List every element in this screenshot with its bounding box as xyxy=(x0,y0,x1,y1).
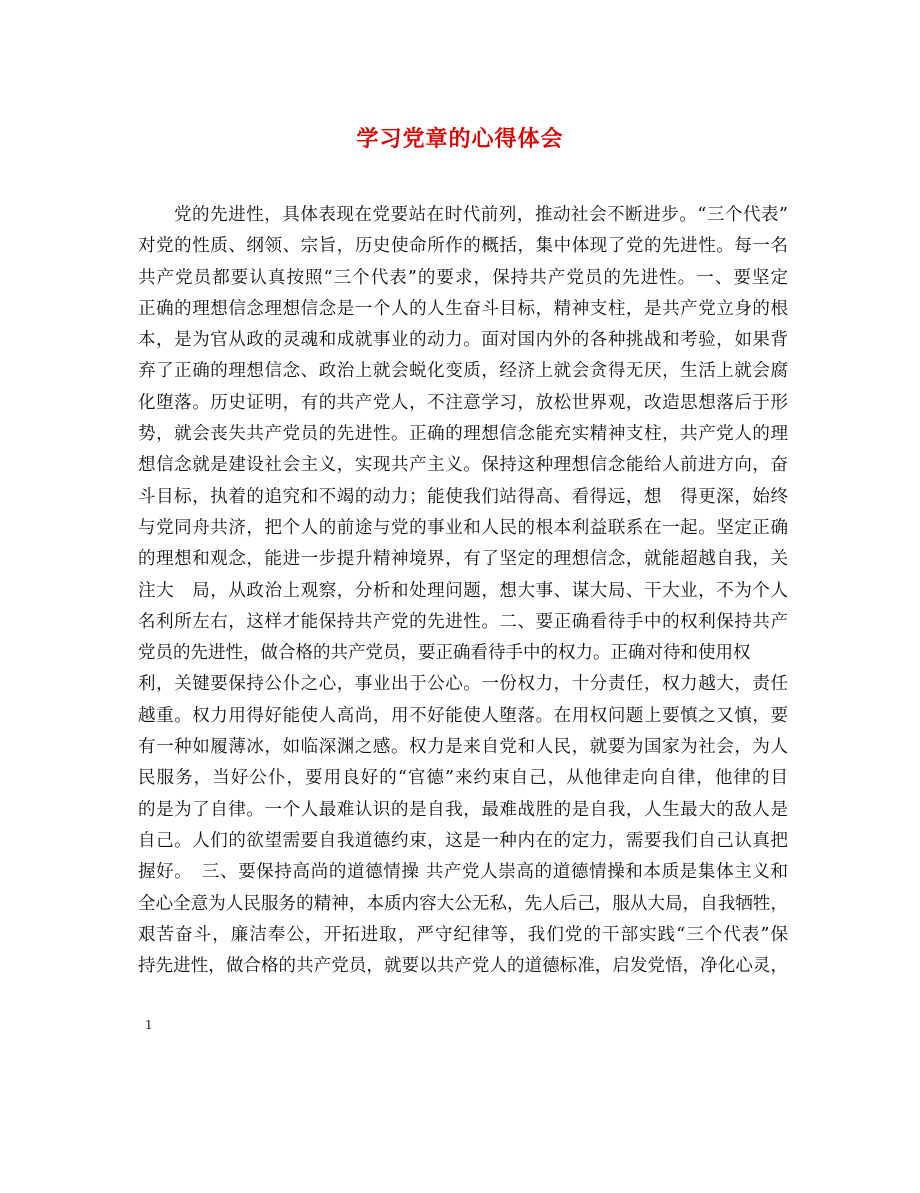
text-line: 化堕落。历史证明，有的共产党人，不注意学习，放松世界观，改造思想落后于形 xyxy=(138,392,788,413)
text-line: 共产党员都要认真按照“三个代表”的要求，保持共产党员的先进性。一、要坚定 xyxy=(138,267,788,288)
text-line: 的理想和观念，能进一步提升精神境界，有了坚定的理想信念，就能超越自我，关 xyxy=(138,549,788,570)
text-line: 民服务，当好公仆，要用良好的“官德”来约束自己，从他律走向自律，他律的目 xyxy=(138,768,788,789)
text-line: 有一种如履薄冰，如临深渊之感。权力是来自党和人民，就要为国家为社会，为人 xyxy=(138,737,788,758)
text-line: 全心全意为人民服务的精神，本质内容大公无私，先人后己，服从大局，自我牺牲， xyxy=(138,893,788,914)
document-body xyxy=(138,200,788,982)
text-line: 弃了正确的理想信念、政治上就会蜕化变质，经济上就会贪得无厌，生活上就会腐 xyxy=(138,361,788,382)
text-line: 党的先进性，具体表现在党要站在时代前列，推动社会不断进步。“三个代表” xyxy=(174,205,788,225)
text-line: 的是为了自律。一个人最难认识的是自我，最难战胜的是自我，人生最大的敌人是 xyxy=(138,799,788,820)
text-line: 党员的先进性，做合格的共产党员，要正确看待手中的权力。正确对待和使用权 xyxy=(138,643,751,664)
page-number: 1 xyxy=(145,1018,153,1032)
document-title: 学习党章的心得体会 xyxy=(356,126,564,152)
text-line: 名利所左右，这样才能保持共产党的先进性。二、要正确看待手中的权利保持共产 xyxy=(138,611,788,632)
text-line: 越重。权力用得好能使人高尚，用不好能使人堕落。在用权问题上要慎之又慎，要 xyxy=(138,705,788,726)
text-line: 艰苦奋斗，廉洁奉公，开拓进取，严守纪律等，我们党的干部实践“三个代表”保 xyxy=(138,924,788,945)
text-line: 想信念就是建设社会主义，实现共产主义。保持这种理想信念能给人前进方向，奋 xyxy=(138,455,788,476)
text-line: 握好。 三、要保持高尚的道德情操 共产党人崇高的道德情操和本质是集体主义和 xyxy=(138,862,788,883)
text-line: 势，就会丧失共产党员的先进性。正确的理想信念能充实精神支柱，共产党人的理 xyxy=(138,424,788,445)
text-line: 与党同舟共济，把个人的前途与党的事业和人民的根本利益联系在一起。坚定正确 xyxy=(138,517,788,538)
text-line: 自己。人们的欲望需要自我道德约束，这是一种内在的定力，需要我们自己认真把 xyxy=(138,830,788,851)
text-line: 斗目标，执着的追究和不竭的动力；能使我们站得高、看得远，想 得更深，始终 xyxy=(138,486,788,507)
text-line: 正确的理想信念理想信念是一个人的人生奋斗目标，精神支柱，是共产党立身的根 xyxy=(138,298,788,319)
text-line: 利，关键要保持公仆之心，事业出于公心。一份权力，十分责任，权力越大，责任 xyxy=(138,674,788,695)
text-line: 持先进性，做合格的共产党员，就要以共产党人的道德标准，启发党悟，净化心灵， xyxy=(138,956,788,977)
text-line: 本，是为官从政的灵魂和成就事业的动力。面对国内外的各种挑战和考验，如果背 xyxy=(138,330,788,351)
text-line: 对党的性质、纲领、宗旨，历史使命所作的概括，集中体现了党的先进性。每一名 xyxy=(138,236,788,257)
text-line: 注大 局，从政治上观察，分析和处理问题，想大事、谋大局、干大业，不为个人 xyxy=(138,580,788,601)
